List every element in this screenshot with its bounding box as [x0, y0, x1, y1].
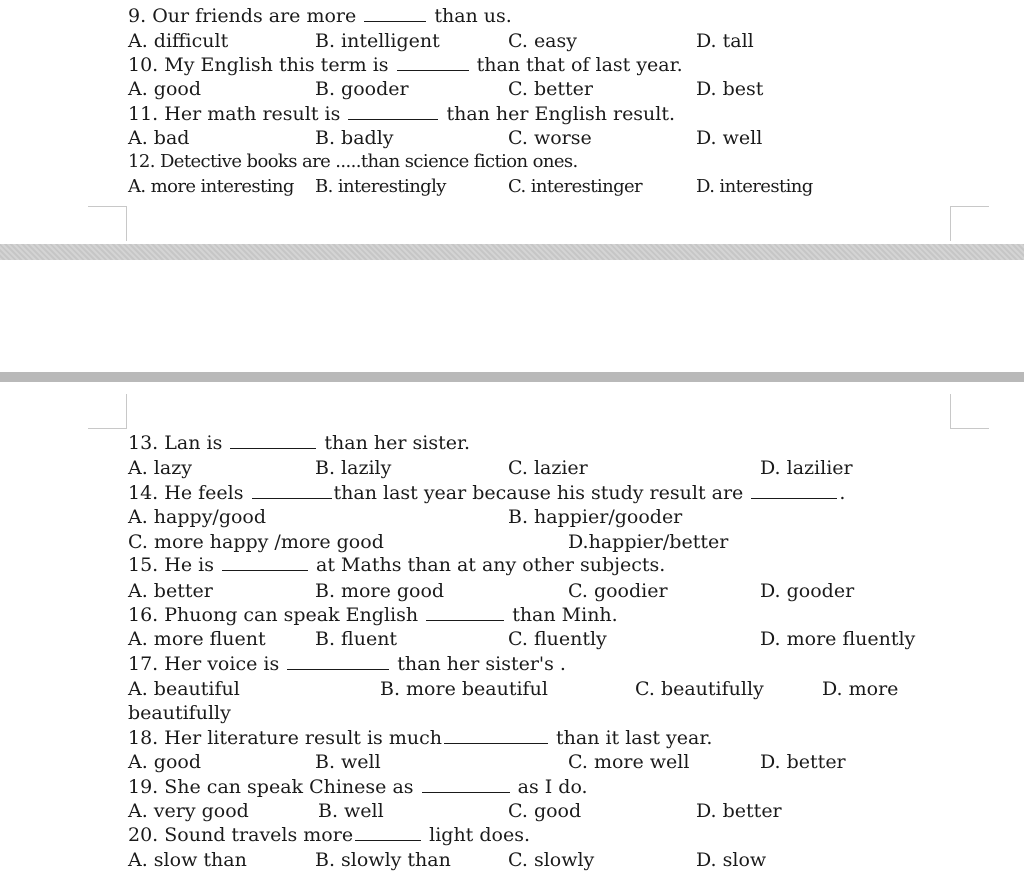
margin-corner-mark: [950, 206, 989, 241]
option-14a: A. happy/good: [128, 506, 267, 528]
margin-corner-mark: [88, 394, 127, 429]
option-12d: D. interesting: [696, 176, 813, 197]
question-10: 10. My English this term is than that of last year.: [128, 54, 683, 76]
option-14d: D.happier/better: [568, 531, 729, 553]
answer-blank: [348, 104, 438, 120]
option-20c: C. slowly: [508, 849, 595, 871]
option-17b: B. more beautiful: [380, 678, 548, 700]
option-15d: D. gooder: [760, 580, 855, 602]
option-10d: D. best: [696, 78, 764, 100]
option-20b: B. slowly than: [315, 849, 451, 871]
option-15a: A. better: [128, 580, 213, 602]
margin-corner-mark: [88, 206, 127, 241]
option-18b: B. well: [315, 751, 381, 773]
option-16c: C. fluently: [508, 628, 607, 650]
option-9a: A. difficult: [128, 30, 229, 52]
option-10b: B. gooder: [315, 78, 409, 100]
option-14c: C. more happy /more good: [128, 531, 384, 553]
option-19c: C. good: [508, 800, 582, 822]
option-13c: C. lazier: [508, 457, 588, 479]
option-17d-continued: beautifully: [128, 702, 231, 724]
option-14b: B. happier/gooder: [508, 506, 683, 528]
question-16: 16. Phuong can speak English than Minh.: [128, 604, 618, 626]
option-9d: D. tall: [696, 30, 754, 52]
answer-blank: [444, 728, 548, 744]
option-15c: C. goodier: [568, 580, 668, 602]
option-18d: D. better: [760, 751, 846, 773]
option-17d: D. more: [822, 678, 899, 700]
page-gap: [0, 244, 1024, 382]
answer-blank: [426, 605, 504, 621]
option-17a: A. beautiful: [128, 678, 240, 700]
question-17: 17. Her voice is than her sister's .: [128, 653, 566, 675]
option-15b: B. more good: [315, 580, 445, 602]
option-20a: A. slow than: [128, 849, 247, 871]
option-10c: C. better: [508, 78, 593, 100]
question-9: 9. Our friends are more than us.: [128, 5, 512, 27]
option-9b: B. intelligent: [315, 30, 440, 52]
question-20: 20. Sound travels more light does.: [128, 824, 530, 846]
option-19a: A. very good: [128, 800, 249, 822]
option-16b: B. fluent: [315, 628, 398, 650]
question-15: 15. He is at Maths than at any other subjects.: [128, 554, 666, 576]
option-9c: C. easy: [508, 30, 577, 52]
option-13a: A. lazy: [128, 457, 192, 479]
option-13b: B. lazily: [315, 457, 392, 479]
option-10a: A. good: [128, 78, 202, 100]
option-11d: D. well: [696, 127, 763, 149]
answer-blank: [397, 55, 469, 71]
question-12: 12. Detective books are .....than science fiction ones.: [128, 151, 578, 172]
question-14: 14. He feels than last year because his study result are .: [128, 482, 846, 504]
question-13: 13. Lan is than her sister.: [128, 432, 470, 454]
answer-blank: [422, 777, 510, 793]
answer-blank: [287, 654, 389, 670]
answer-blank: [364, 6, 426, 22]
option-18c: C. more well: [568, 751, 690, 773]
answer-blank: [355, 825, 421, 841]
document-page-2: [0, 382, 1024, 896]
option-12a: A. more interesting: [128, 176, 294, 197]
option-19b: B. well: [318, 800, 384, 822]
option-11c: C. worse: [508, 127, 592, 149]
answer-blank: [751, 483, 837, 499]
option-13d: D. lazilier: [760, 457, 853, 479]
question-19: 19. She can speak Chinese as as I do.: [128, 776, 588, 798]
option-12b: B. interestingly: [315, 176, 446, 197]
option-12c: C. interestinger: [508, 176, 643, 197]
answer-blank: [222, 555, 308, 571]
option-16a: A. more fluent: [128, 628, 266, 650]
document-page-1: [0, 0, 1024, 244]
page-divider: [0, 244, 1024, 260]
answer-blank: [230, 433, 316, 449]
option-11a: A. bad: [128, 127, 190, 149]
option-19d: D. better: [696, 800, 782, 822]
option-17c: C. beautifully: [635, 678, 764, 700]
question-18: 18. Her literature result is much than it last year.: [128, 727, 713, 749]
page-divider: [0, 372, 1024, 382]
option-11b: B. badly: [315, 127, 394, 149]
question-11: 11. Her math result is than her English result.: [128, 103, 676, 125]
margin-corner-mark: [950, 394, 989, 429]
option-18a: A. good: [128, 751, 202, 773]
answer-blank: [252, 483, 332, 499]
option-16d: D. more fluently: [760, 628, 916, 650]
option-20d: D. slow: [696, 849, 767, 871]
